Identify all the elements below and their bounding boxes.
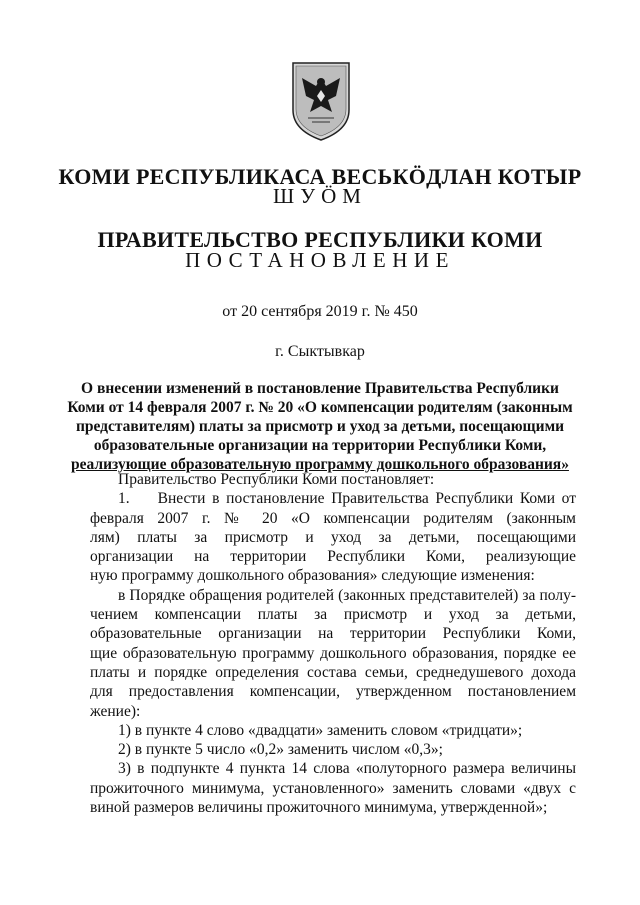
- subitem-3-line: прожиточного минимума, установленного» заменить словами «двух с: [90, 779, 576, 797]
- order-line: жение):: [90, 702, 141, 720]
- subitem-1: 1) в пункте 4 слово «двадцати» заменить словом «тридцати»;: [118, 721, 523, 739]
- document-body: [90, 470, 576, 817]
- heading-line: представителям) платы за присмотр и уход за детьми, посещающими: [75, 418, 565, 435]
- item-1-line: организации на территории Республики Коми, реализующие: [90, 548, 576, 566]
- order-line: для предоставления компенсации, утвержденном постановлением: [90, 683, 576, 701]
- heading-line: Коми от 14 февраля 2007 г. № 20 «О компенсации родителям (законным: [67, 399, 573, 416]
- komi-document-type: ШУӦМ: [273, 184, 367, 208]
- document-heading: [0, 379, 640, 474]
- komi-coat-of-arms-icon: [290, 60, 352, 142]
- heading-line: образовательные организации на территории Республики Коми,: [93, 437, 547, 454]
- intro-line: Правительство Республики Коми постановляет:: [118, 471, 435, 488]
- document-city: г. Сыктывкар: [275, 343, 365, 360]
- item-1-line: ную программу дошкольного образования» следующие изменения:: [90, 567, 535, 585]
- item-1-line: лям) платы за присмотр и уход за детьми, посещающими: [90, 528, 576, 546]
- subitem-3-first-line: 3) в подпункте 4 пункта 14 слова «полуторного размера величины: [118, 760, 576, 778]
- order-line: чением компенсации платы за присмотр и уход за детьми,: [90, 606, 576, 624]
- item-1-number: 1.: [118, 490, 130, 508]
- item-1-line: февраля 2007 г. № 20 «О компенсации родителям (законным: [90, 509, 576, 527]
- heading-line: О внесении изменений в постановление Правительства Республики: [81, 380, 559, 397]
- subitem-3-line: виной размеров величины прожиточного минимума, утвержденной»;: [90, 799, 548, 817]
- document-type: ПОСТАНОВЛЕНИЕ: [185, 248, 455, 272]
- item-1-first-line: [90, 489, 576, 508]
- document-date-number: от 20 сентября 2019 г. № 450: [222, 303, 418, 320]
- heading-line: реализующие образовательную программу дошкольного образования»: [71, 456, 569, 473]
- subitem-2: 2) в пункте 5 число «0,2» заменить числом «0,3»;: [118, 741, 443, 759]
- item-1-text: Внести в постановление Правительства Республики Коми от: [157, 490, 576, 508]
- order-line: образовательные организации на территории Республики Коми,: [90, 625, 576, 643]
- order-line: щие образовательную программу дошкольного образования, порядке ее: [90, 644, 576, 662]
- komi-government-title: КОМИ РЕСПУБЛИКАСА ВЕСЬКӦДЛАН КОТЫР: [58, 164, 582, 189]
- order-first-line: в Порядке обращения родителей (законных представителей) за полу-: [118, 586, 576, 604]
- government-title: ПРАВИТЕЛЬСТВО РЕСПУБЛИКИ КОМИ: [97, 227, 543, 252]
- order-line: платы и порядке определения состава семьи, среднедушевого дохода: [90, 663, 576, 681]
